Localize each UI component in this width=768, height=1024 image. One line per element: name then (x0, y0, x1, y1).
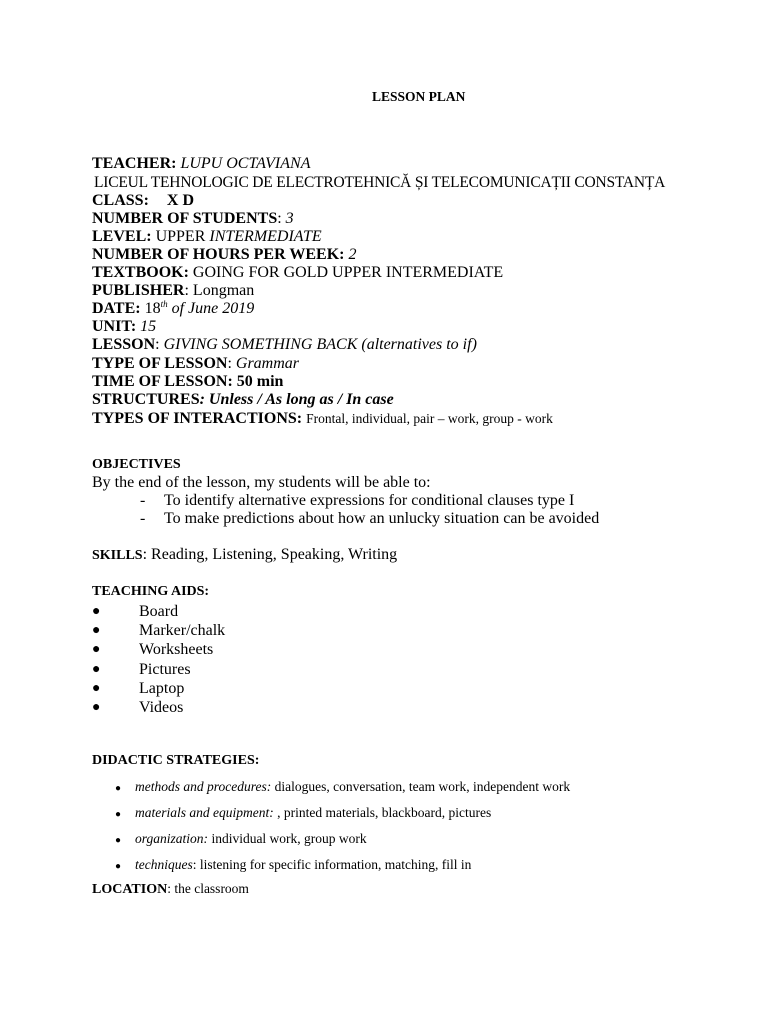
school-name: LICEUL TEHNOLOGIC DE ELECTROTEHNICĂ ȘI TELECOMUNICAȚII CONSTANȚA (94, 174, 666, 191)
teaching-aid-text: Marker/chalk (139, 622, 226, 639)
didactic-item: ● methods and procedures: dialogues, conversation, team work, independent work (115, 779, 571, 794)
objective-text: To identify alternative expressions for conditional clauses type I (164, 492, 575, 509)
didactic-item-label: organization: (135, 831, 209, 846)
publisher-label: PUBLISHER (92, 282, 185, 299)
objective-item: - To identify alternative expressions for conditional clauses type I (140, 492, 575, 509)
time-line (92, 373, 283, 391)
objectives-heading: OBJECTIVES (92, 457, 181, 472)
didactic-item: ● materials and equipment: , printed materials, blackboard, pictures (115, 805, 492, 820)
class-label: CLASS: (92, 192, 149, 209)
teaching-aids-heading: TEACHING AIDS: (92, 584, 210, 599)
level-value-b: INTERMEDIATE (209, 228, 322, 245)
structures-line (92, 391, 394, 409)
date-sup: th (160, 299, 168, 309)
didactic-heading: DIDACTIC STRATEGIES: (92, 753, 260, 768)
teacher-label: TEACHER: (92, 155, 177, 172)
structures-value: : Unless / As long as / In case (199, 391, 394, 408)
date-label: DATE: (92, 300, 141, 317)
didactic-item-label: materials and equipment: (135, 805, 278, 820)
class-line (92, 192, 194, 210)
interactions-label: TYPES OF INTERACTIONS: (92, 410, 303, 427)
didactic-item-value: individual work, group work (208, 831, 367, 846)
location-line (92, 881, 249, 898)
date-day: 18 (144, 300, 161, 317)
level-label: LEVEL: (92, 228, 152, 245)
students-line (92, 210, 294, 228)
class-value: X D (166, 192, 195, 209)
teacher-value: LUPU OCTAVIANA (180, 155, 311, 172)
type-line: TYPE OF LESSON: Grammar (92, 355, 300, 372)
objective-item: - To make predictions about how an unlucky situation can be avoided (140, 510, 600, 527)
lesson-value: GIVING SOMETHING BACK (alternatives to if) (163, 336, 477, 353)
textbook-value: GOING FOR GOLD UPPER INTERMEDIATE (192, 264, 504, 281)
level-value-a: UPPER (155, 228, 206, 245)
location-value: : the classroom (167, 881, 249, 896)
skills-value: : Reading, Listening, Speaking, Writing (142, 546, 398, 563)
unit-label: UNIT: (92, 318, 137, 335)
type-label: TYPE OF LESSON (92, 355, 228, 372)
type-value: Grammar (235, 355, 300, 372)
didactic-item-label: techniques (135, 857, 193, 872)
date-rest: of June 2019 (171, 300, 255, 317)
time-label: TIME OF LESSON: 50 min (92, 373, 284, 390)
didactic-item-value: : listening for specific information, matching, fill in (192, 857, 472, 872)
teaching-aid-text: Worksheets (139, 641, 214, 658)
objective-text: To make predictions about how an unlucky situation can be avoided (164, 510, 600, 527)
didactic-item-value: , printed materials, blackboard, pictures (277, 805, 492, 820)
objectives-intro: By the end of the lesson, my students will be able to: (92, 474, 431, 491)
textbook-label: TEXTBOOK: (92, 264, 189, 281)
unit-line (92, 318, 156, 336)
level-line (92, 228, 322, 246)
didactic-item: ● techniques: listening for specific information, matching, fill in (115, 857, 472, 872)
didactic-item-value: dialogues, conversation, team work, independent work (271, 779, 571, 794)
interactions-line (92, 410, 553, 428)
interactions-value: Frontal, individual, pair – work, group - work (306, 411, 553, 426)
location-label: LOCATION (92, 882, 168, 897)
date-line (92, 300, 254, 318)
students-label: NUMBER OF STUDENTS (92, 210, 278, 227)
textbook-line (92, 264, 503, 282)
hours-line (92, 246, 356, 264)
teaching-aid-text: Board (139, 603, 179, 620)
unit-value: 15 (140, 318, 157, 335)
didactic-item-label: methods and procedures: (135, 779, 272, 794)
teacher-line (92, 155, 310, 173)
students-sep: : (277, 210, 282, 227)
skills-line (92, 546, 397, 565)
document-page: LESSON PLAN TEACHER: LUPU OCTAVIANA LICEUL TEHNOLOGIC DE ELECTROTEHNICĂ ȘI TELECOMUNICAȚII CONSTANȚA CLASS: X D NUMBER OF STUDENTS: 3 LEVEL: UPPER INTERMEDIATE NUMBER OF HOURS PER WEEK: 2 TEXTBOOK: GOING FOR GOLD UPPER INTERMEDIATE PUBLISHER: Longman DATE: 18th of June 2019 UNIT: 15 LESSON: GIVING SOMETHING BACK (alternatives to if) TYPE OF LESSON: Grammar TIME OF LESSON: 50 min STRUCTURES: Unless / As long as / In case TYPES OF INTERACTIONS: Frontal, individual, pair – work, group - work OBJECTIVES By the end of the lesson, my students will be able to: - To identify alternative expressions for conditional clauses type I - To make predictions about how an unlucky situation can be avoided SKILLS: Reading, Listening, Speaking, Writing TEACHING AIDS: ● Board ● Marker/chalk ● Worksheets ● Pictures ● Laptop ● Videos DIDACTIC STRATEGIES: ● methods and procedures: dialogues, conversation, team work, independent work ● materials and equipment: , printed materials, blackboard, pictures ● organization: individual work, group work ● techniques: listening for specific information, matching, fill in LOCATION: the classroom (92, 89, 666, 897)
teaching-aid-text: Laptop (139, 680, 185, 697)
skills-label: SKILLS (92, 548, 143, 563)
students-value: 3 (285, 210, 294, 227)
lesson-label: LESSON (92, 336, 156, 353)
teaching-aid-text: Videos (139, 699, 184, 716)
document-title: LESSON PLAN (372, 89, 466, 104)
hours-label: NUMBER OF HOURS PER WEEK: (92, 246, 345, 263)
publisher-value: : Longman (184, 282, 255, 299)
structures-label: STRUCTURES (92, 391, 200, 408)
lesson-line: LESSON: GIVING SOMETHING BACK (alternatives to if) (92, 336, 477, 353)
didactic-item: ● organization: individual work, group work (115, 831, 367, 846)
hours-value: 2 (348, 246, 357, 263)
publisher-line (92, 282, 254, 300)
teaching-aid-text: Pictures (139, 661, 191, 678)
